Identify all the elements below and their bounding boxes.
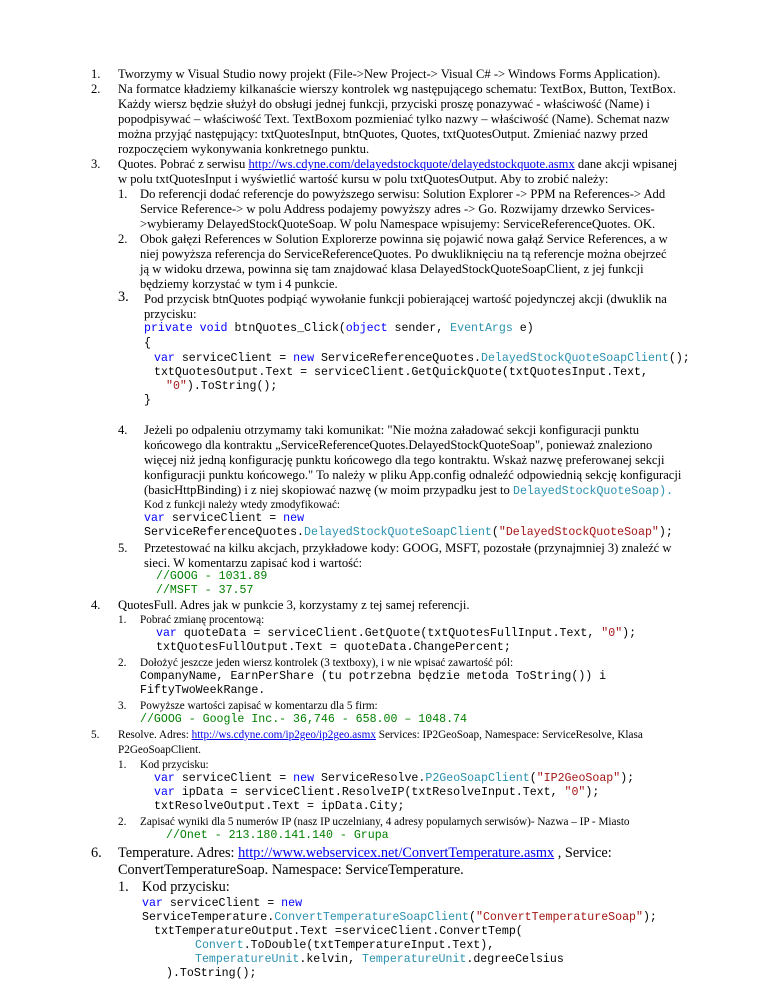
code-line-temp-output: txtTemperatureOutput.Text =serviceClient.ConvertTemp( — [154, 925, 523, 938]
item-3-line-2: w polu txtQuotesInput i wyświetlić wartość kursu w polu txtQuotesOutput. Aby to zrobić należy: — [118, 172, 609, 186]
sub-4-1-line-1: Pobrać zmianę procentową: — [140, 614, 265, 626]
code-line-brace-open: { — [144, 337, 151, 350]
item-2-line-2: Każdy wiersz będzie służył do obsługi jednej funkcji, przyciski proszę ponazywać - właściwość (Name) i — [118, 97, 650, 111]
item-6-line-1: Temperature. Adres: http://www.webservicex.net/ConvertTemperature.asmx , Service: — [118, 845, 612, 861]
converttemperature-link[interactable]: http://www.webservicex.net/ConvertTemperature.asmx — [238, 845, 555, 861]
item-2-line-5: rozpoczęciem wykonywania konkretnego punktu. — [118, 142, 370, 156]
code-line-brace-close: } — [144, 394, 151, 407]
sub-3-2-line-2: niej powyższa referencja do ServiceReferenceQuotes. Po dwukliknięciu na tą referencje można obejrzeć — [140, 247, 667, 261]
code-line-resolve-client: var serviceClient = new ServiceResolve.P2GeoSoapClient("IP2GeoSoap"); — [154, 772, 635, 785]
list-number-5: 5. — [91, 729, 100, 741]
sub-4-3-line-1: Powyższe wartości zapisać w komentarzu dla 5 firm: — [140, 700, 378, 712]
code-line-units: TemperatureUnit.kelvin, TemperatureUnit.degreeCelsius — [195, 953, 564, 966]
item-3-line-1: Quotes. Pobrać z serwisu http://ws.cdyne.com/delayedstockquote/delayedstockquote.asmx dane akcji wpisanej — [118, 157, 678, 171]
item-2-line-3: popodpisywać – właściwość Text. TextBoxom pozmieniać tylko nazwy – właściwość (Name). Schemat nazw — [118, 112, 670, 126]
sub-3-5-line-1: Przetestować na kilku akcjach, przykładowe kody: GOOG, MSFT, pozostałe (przynajmniej 3) znaleźć w — [144, 541, 672, 555]
sub-number-3-1: 1. — [118, 187, 128, 201]
code-line-tostring: "0").ToString(); — [166, 380, 278, 393]
code-line-method: private void btnQuotes_Click(object sender, EventArgs e) — [144, 322, 534, 335]
code-line-city: txtResolveOutput.Text = ipData.City; — [154, 800, 405, 813]
sub-number-3-4: 4. — [118, 423, 128, 437]
item-6-line-2: ConvertTemperatureSoap. Namespace: ServiceTemperature. — [118, 862, 464, 878]
code-comment-google: //GOOG - Google Inc.- 36,746 - 658.00 – 1048.74 — [140, 713, 467, 726]
sub-6-1-line-1: Kod przycisku: — [142, 879, 230, 895]
delayedstockquote-link[interactable]: http://ws.cdyne.com/delayedstockquote/delayedstockquote.asmx — [248, 157, 575, 171]
code-line-fiftytwo: FiftyTwoWeekRange. — [140, 684, 266, 697]
list-number-1: 1. — [91, 67, 101, 81]
sub-3-1-line-2: Service Reference-> w polu Address podajemy powyższy adres -> Go. Rozwijamy drzewko Services- — [140, 202, 655, 216]
code-line-convert: Convert.ToDouble(txtTemperatureInput.Text), — [195, 939, 495, 952]
sub-3-3-line-1: Pod przycisk btnQuotes podpiąć wywołanie funkcji pobierającej wartość pojedynczej akcji (dwuklik na — [144, 292, 667, 306]
sub-number-4-2: 2. — [118, 657, 127, 669]
code-line-output: txtQuotesOutput.Text = serviceClient.GetQuickQuote(txtQuotesInput.Text, — [154, 366, 648, 379]
sub-3-4-line-1: Jeżeli po odpaleniu otrzymamy taki komunikat: "Nie można załadować sekcji konfiguracji punktu — [144, 423, 640, 437]
list-number-4: 4. — [91, 598, 101, 612]
code-line-quotedata: var quoteData = serviceClient.GetQuote(txtQuotesFullInput.Text, "0"); — [156, 627, 637, 640]
sub-5-1-line-1: Kod przycisku: — [140, 759, 209, 771]
code-comment-msft: //MSFT - 37.57 — [156, 584, 254, 597]
sub-number-5-1: 1. — [118, 759, 127, 771]
list-number-2: 2. — [91, 82, 101, 96]
sub-3-4-line-2: końcowego dla kontraktu „ServiceReferenceQuotes.DelayedStockQuoteSoap", ponieważ znaleziono — [144, 438, 653, 452]
list-number-6: 6. — [91, 845, 102, 861]
sub-3-1-line-3: >wybieramy DelayedStockQuoteSoap. W polu Namespace wpisujemy: ServiceReferenceQuotes. OK. — [140, 217, 656, 231]
sub-3-5-line-2: sieci. W komentarzu zapisać kod i wartość: — [144, 556, 363, 570]
sub-number-5-2: 2. — [118, 816, 127, 828]
code-line-var-new: var serviceClient = new — [144, 512, 305, 525]
code-line-ipdata: var ipData = serviceClient.ResolveIP(txtResolveInput.Text, "0"); — [154, 786, 600, 799]
sub-4-2-line-1: Dołożyć jeszcze jeden wiersz kontrolek (3 textboxy), i w nie wpisać zawartość pól: — [140, 657, 514, 669]
item-2-line-4: można przyjąć następujący: txtQuotesInput, btnQuotes, Quotes, txtQuotesOutput. Zmieniać nazwy przed — [118, 127, 648, 141]
item-1-text: Tworzymy w Visual Studio nowy projekt (File->New Project-> Visual C# -> Windows Forms Application). — [118, 67, 661, 81]
item-5-line-1: Resolve. Adres: http://ws.cdyne.com/ip2geo/ip2geo.asmx Services: IP2GeoSoap, Namespace: ServiceResolve, Klasa — [118, 729, 643, 741]
code-line-changepercent: txtQuotesFullOutput.Text = quoteData.ChangePercent; — [156, 641, 511, 654]
sub-3-4-line-5: (basicHttpBinding) i z niej skopiować nazwę (w moim przypadku jest to DelayedStockQuoteSoap). — [144, 483, 674, 498]
sub-number-3-2: 2. — [118, 232, 128, 246]
sub-number-3-5: 5. — [118, 541, 128, 555]
sub-number-3-3: 3. — [118, 289, 129, 305]
sub-5-2-line-1: Zapisać wyniki dla 5 numerów IP (nasz IP uczelniany, 4 adresy popularnych serwisów)- Nazwa – IP - Miasto — [140, 816, 630, 828]
item-5-line-2: P2GeoSoapClient. — [118, 744, 201, 756]
list-number-3: 3. — [91, 157, 101, 171]
sub-3-1-line-1: Do referencji dodać referencje do powyższego serwisu: Solution Explorer -> PPM na References-> Add — [140, 187, 666, 201]
code-line-temp-var: var serviceClient = new — [142, 897, 303, 910]
code-comment-onet: //Onet - 213.180.141.140 - Grupa — [166, 829, 389, 842]
sub-number-4-1: 1. — [118, 614, 127, 626]
ip2geo-link[interactable]: http://ws.cdyne.com/ip2geo/ip2geo.asmx — [191, 729, 376, 741]
sub-3-4-line-3: więcej niż jedną konfigurację punktu końcowego dla tego kontraktu. Wskaż nazwę preferowanej sekcji — [144, 453, 665, 467]
code-line-client: var serviceClient = new ServiceReferenceQuotes.DelayedStockQuoteSoapClient(); — [154, 352, 690, 365]
code-line-soapclient: ServiceReferenceQuotes.DelayedStockQuoteSoapClient("DelayedStockQuoteSoap"); — [144, 526, 673, 539]
item-2-line-1: Na formatce kładziemy kilkanaście wierszy kontrolek wg następującego schematu: TextBox, Button, TextBox. — [118, 82, 677, 96]
sub-3-2-line-3: ją w widoku drzewa, powinna się tam znajdować klasa DelayedStockQuoteSoapClient, z jej funkcji — [140, 262, 644, 276]
sub-number-6-1: 1. — [118, 879, 129, 895]
code-line-temp-client: ServiceTemperature.ConvertTemperatureSoapClient("ConvertTemperatureSoap"); — [142, 911, 657, 924]
sub-3-4-line-4: konfiguracji punktu końcowego." To należy w pliku App.config odnaleźć odpowiednią sekcję konfiguracji — [144, 468, 682, 482]
sub-3-2-line-1: Obok gałęzi References w Solution Explorerze powinna się pojawić nowa gałąź Service References, a w — [140, 232, 668, 246]
sub-3-3-line-2: przycisku: — [144, 307, 197, 321]
sub-3-4-line-6: Kod z funkcji należy wtedy zmodyfikować: — [144, 499, 341, 511]
code-comment-goog: //GOOG - 1031.89 — [156, 570, 268, 583]
sub-3-2-line-4: będziemy korzystać w tym i 4 punkcie. — [140, 277, 338, 291]
item-4-text: QuotesFull. Adres jak w punkcie 3, korzystamy z tej samej referencji. — [118, 598, 470, 612]
code-line-fields: CompanyName, EarnPerShare (tu potrzebna będzie metoda ToString()) i — [140, 670, 607, 683]
code-line-temp-tostring: ).ToString(); — [166, 967, 257, 980]
sub-number-4-3: 3. — [118, 700, 127, 712]
